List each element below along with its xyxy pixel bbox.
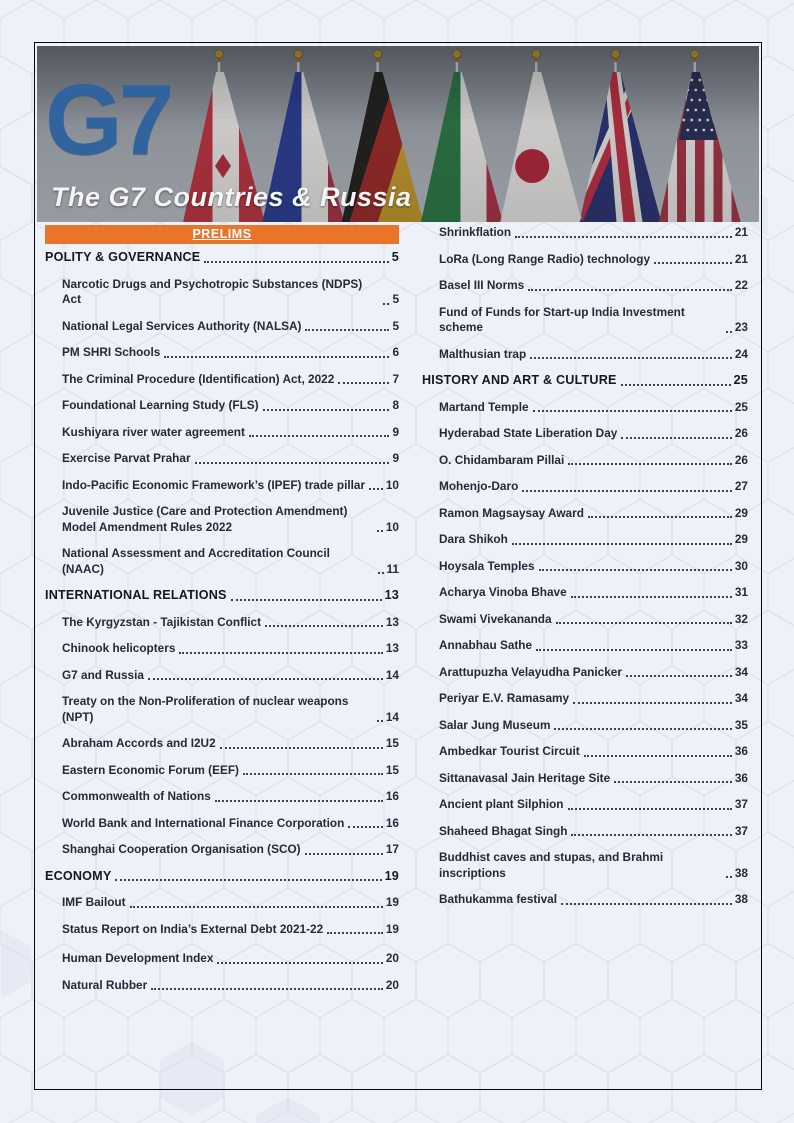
toc-entry-label: Treaty on the Non-Proliferation of nuclear weapons (NPT)	[62, 694, 349, 724]
toc-dot-leader	[243, 773, 383, 775]
toc-page-number: 31	[734, 585, 748, 599]
toc-dot-leader	[148, 678, 383, 680]
toc-page-number: 38	[734, 865, 748, 880]
toc-page-number: 36	[734, 770, 748, 785]
toc-dot-leader	[539, 569, 732, 571]
toc-entry-label: O. Chidambaram Pillai	[439, 452, 565, 467]
toc-page-number: 13	[384, 588, 399, 602]
toc-dot-leader	[571, 834, 731, 836]
toc-entry-label: Dara Shikoh	[439, 532, 508, 546]
toc-page-number: 33	[734, 638, 748, 652]
toc-page-number: 34	[734, 664, 748, 679]
toc-entry[interactable]	[422, 506, 748, 522]
toc-page-number: 22	[734, 278, 748, 292]
toc-dot-leader	[164, 356, 389, 358]
toc-dot-leader	[515, 236, 732, 238]
toc-entry-label: Swami Vivekananda	[439, 611, 552, 626]
toc-entry[interactable]	[45, 736, 399, 752]
toc-entry-label: Hoysala Temples	[439, 558, 535, 573]
toc-dot-leader	[530, 357, 732, 359]
toc-entry[interactable]	[422, 850, 748, 881]
toc-dot-leader	[263, 409, 390, 411]
toc-dot-leader	[195, 462, 390, 464]
toc-entry-label: Human Development Index	[62, 951, 214, 965]
toc-entry[interactable]	[45, 978, 399, 994]
toc-page-number: 24	[734, 346, 748, 361]
toc-entry-label: LoRa (Long Range Radio) technology	[439, 251, 651, 266]
toc-entry-label: Eastern Economic Forum (EEF)	[62, 762, 239, 777]
toc-entry-label: Indo-Pacific Economic Framework’s (IPEF) trade pillar	[62, 477, 366, 492]
toc-page-number: 16	[385, 815, 399, 830]
toc-entry[interactable]	[45, 451, 399, 467]
toc-dot-leader	[215, 800, 383, 802]
toc-page-number: 14	[385, 667, 399, 682]
toc-entry[interactable]	[45, 789, 399, 805]
toc-page-number: 34	[734, 691, 748, 705]
content-frame	[34, 42, 762, 1090]
toc-entry[interactable]	[422, 797, 748, 813]
toc-entry[interactable]	[422, 892, 748, 908]
toc-dot-leader	[377, 720, 383, 722]
toc-entry[interactable]	[422, 278, 748, 294]
toc-dot-leader	[621, 437, 732, 439]
toc-entry[interactable]	[45, 668, 399, 684]
toc-entry[interactable]	[45, 504, 399, 535]
toc-entry[interactable]	[45, 641, 399, 657]
toc-entry[interactable]	[45, 372, 399, 388]
toc-entry[interactable]	[422, 612, 748, 628]
toc-entry[interactable]	[422, 479, 748, 495]
toc-entry-label: Shaheed Bhagat Singh	[439, 823, 568, 838]
toc-dot-leader	[588, 516, 732, 518]
toc-entry[interactable]	[45, 398, 399, 414]
toc-page-number: 26	[734, 452, 748, 467]
toc-entry-label: The Criminal Procedure (Identification) Act, 2022	[62, 371, 335, 386]
header-banner-image	[37, 46, 759, 222]
toc-dot-leader	[377, 530, 383, 532]
toc-dot-leader	[204, 261, 388, 263]
toc-page-number: 17	[385, 842, 399, 856]
toc-entry-label: Fund of Funds for Start-up India Investment scheme	[439, 304, 685, 334]
toc-entry-label: National Legal Services Authority (NALSA)	[62, 318, 302, 333]
toc-dot-leader	[231, 599, 382, 601]
toc-page-number: 37	[734, 797, 748, 811]
toc-dot-leader	[568, 808, 732, 810]
toc-page-number: 23	[734, 320, 748, 334]
toc-page-number: 20	[385, 977, 399, 992]
toc-entry-label: Ambedkar Tourist Circuit	[439, 744, 580, 758]
toc-entry[interactable]	[45, 895, 399, 911]
toc-entry-label: Shrinkflation	[439, 225, 512, 239]
toc-page-number: 7	[392, 371, 399, 386]
toc-entry-label: Commonwealth of Nations	[62, 789, 211, 803]
toc-entry-label: Basel III Norms	[439, 278, 525, 292]
toc-page-number: 15	[385, 736, 399, 750]
toc-section-heading[interactable]	[45, 869, 399, 885]
toc-section-heading[interactable]	[45, 588, 399, 604]
toc-page-number: 25	[733, 373, 748, 387]
toc-entry[interactable]	[422, 824, 748, 840]
toc-page-number: 5	[392, 292, 399, 306]
toc-entry[interactable]	[422, 771, 748, 787]
toc-dot-leader	[584, 755, 732, 757]
toc-page-number: 37	[734, 823, 748, 838]
toc-entry[interactable]	[422, 453, 748, 469]
toc-entry[interactable]	[422, 691, 748, 707]
toc-dot-leader	[528, 289, 732, 291]
toc-entry[interactable]	[45, 478, 399, 494]
toc-entry-label: Hyderabad State Liberation Day	[439, 426, 618, 440]
toc-dot-leader	[338, 382, 389, 384]
toc-page-number: 11	[386, 561, 399, 576]
toc-dot-leader	[554, 728, 731, 730]
prelims-badge-label: PRELIMS	[192, 227, 252, 241]
toc-entries-left	[45, 250, 399, 993]
toc-page-number: 13	[385, 614, 399, 629]
toc-dot-leader	[726, 876, 732, 878]
toc-entry-label: Status Report on India’s External Debt 2021-22	[62, 921, 324, 936]
toc-page-number: 32	[734, 611, 748, 626]
toc-entry-label: Buddhist caves and stupas, and Brahmi inscriptions	[439, 850, 664, 880]
toc-page-number: 16	[385, 789, 399, 803]
toc-entry-label: National Assessment and Accreditation Council (NAAC)	[62, 546, 330, 576]
toc-dot-leader	[626, 675, 732, 677]
toc-entry[interactable]	[422, 718, 748, 734]
toc-page-number: 26	[734, 426, 748, 440]
toc-entry[interactable]	[45, 319, 399, 335]
toc-dot-leader	[571, 596, 732, 598]
toc-dot-leader	[151, 988, 383, 990]
toc-entry-label: Abraham Accords and I2U2	[62, 736, 216, 750]
toc-dot-leader	[383, 303, 389, 305]
toc-entry[interactable]	[45, 425, 399, 441]
toc-section-heading[interactable]	[422, 373, 748, 389]
toc-entry-label: IMF Bailout	[62, 895, 126, 909]
toc-dot-leader	[522, 490, 732, 492]
toc-entries-right	[422, 225, 748, 908]
toc-entry-label: Malthusian trap	[439, 346, 527, 361]
toc-entry-label: Exercise Parvat Prahar	[62, 451, 191, 465]
toc-entry-label: Bathukamma festival	[439, 892, 558, 906]
toc-page-number: 10	[385, 477, 399, 492]
toc-entry[interactable]	[422, 638, 748, 654]
toc-dot-leader	[512, 543, 732, 545]
toc-entry-label: PM SHRI Schools	[62, 345, 161, 359]
toc-page-number: 19	[385, 921, 399, 936]
toc-entry-label: G7 and Russia	[62, 667, 144, 682]
toc-entry[interactable]	[422, 559, 748, 575]
toc-entry-label: Periyar E.V. Ramasamy	[439, 691, 570, 705]
toc-dot-leader	[305, 853, 383, 855]
toc-dot-leader	[369, 488, 383, 490]
toc-dot-leader	[305, 329, 389, 331]
toc-page-number: 36	[734, 744, 748, 758]
toc-entry-label: Salar Jung Museum	[439, 717, 551, 732]
toc-page-number: 15	[385, 762, 399, 777]
toc-page-number: 30	[734, 558, 748, 573]
toc-page-number: 20	[385, 951, 399, 965]
toc-entry[interactable]	[422, 225, 748, 241]
toc-page-number: 35	[734, 717, 748, 732]
toc-entry-label: The Kyrgyzstan - Tajikistan Conflict	[62, 614, 262, 629]
toc-entry[interactable]	[45, 816, 399, 832]
toc-entry-label: HISTORY AND ART & CULTURE	[422, 373, 617, 387]
toc-entry-label: Annabhau Sathe	[439, 638, 533, 652]
toc-entry[interactable]	[422, 252, 748, 268]
toc-page-number: 19	[385, 895, 399, 909]
toc-page-number: 29	[734, 505, 748, 520]
toc-page-number: 38	[734, 892, 748, 906]
toc-entry-label: Kushiyara river water agreement	[62, 424, 245, 439]
toc-entry-label: Ramon Magsaysay Award	[439, 505, 584, 520]
toc-dot-leader	[130, 906, 383, 908]
toc-dot-leader	[614, 781, 732, 783]
toc-entry-label: Acharya Vinoba Bhave	[439, 585, 567, 599]
toc-entry[interactable]	[45, 922, 399, 938]
toc-entry-label: World Bank and International Finance Corporation	[62, 815, 345, 830]
toc-page-number: 27	[734, 479, 748, 493]
g7-logo: G7	[45, 64, 171, 176]
toc-entry-label: Foundational Learning Study (FLS)	[62, 398, 259, 412]
toc-page-number: 5	[391, 250, 399, 264]
toc-entry-label: ECONOMY	[45, 868, 112, 883]
toc-entry[interactable]	[45, 615, 399, 631]
toc-dot-leader	[115, 879, 381, 881]
toc-column-right	[422, 225, 748, 919]
toc-dot-leader	[573, 702, 732, 704]
toc-entry[interactable]	[45, 277, 399, 308]
toc-page-number: 21	[734, 225, 748, 239]
toc-page-number: 21	[734, 251, 748, 266]
toc-dot-leader	[348, 826, 383, 828]
toc-entry[interactable]	[45, 763, 399, 779]
toc-dot-leader	[327, 932, 383, 934]
toc-page-number: 8	[392, 398, 399, 412]
toc-page-number: 13	[385, 641, 399, 655]
toc-dot-leader	[179, 652, 382, 654]
banner-caption: The G7 Countries & Russia	[51, 182, 412, 212]
toc-entry-label: INTERNATIONAL RELATIONS	[45, 588, 227, 602]
toc-entry-label: Juvenile Justice (Care and Protection Amendment) Model Amendment Rules 2022	[62, 504, 348, 534]
toc-entry[interactable]	[422, 532, 748, 548]
toc-dot-leader	[536, 649, 732, 651]
toc-entry[interactable]	[422, 347, 748, 363]
toc-page-number: 5	[392, 318, 399, 333]
toc-entry-label: Shanghai Cooperation Organisation (SCO)	[62, 842, 301, 856]
toc-entry[interactable]	[422, 665, 748, 681]
toc-dot-leader	[265, 625, 383, 627]
toc-dot-leader	[220, 747, 383, 749]
toc-entry[interactable]	[45, 842, 399, 858]
toc-entry[interactable]	[422, 400, 748, 416]
toc-dot-leader	[249, 435, 389, 437]
toc-dot-leader	[561, 903, 732, 905]
toc-entry[interactable]	[422, 585, 748, 601]
toc-entry[interactable]	[45, 694, 399, 725]
toc-section-heading[interactable]	[45, 250, 399, 266]
toc-page-number: 9	[392, 424, 399, 439]
toc-column-left	[45, 225, 399, 1004]
toc-entry-label: POLITY & GOVERNANCE	[45, 250, 201, 264]
toc-entry[interactable]	[422, 426, 748, 442]
toc-page-number: 19	[384, 868, 399, 883]
toc-dot-leader	[568, 463, 732, 465]
toc-entry-label: Martand Temple	[439, 399, 529, 414]
toc-entry-label: Natural Rubber	[62, 977, 148, 992]
toc-entry-label: Chinook helicopters	[62, 641, 176, 655]
toc-entry[interactable]	[45, 345, 399, 361]
toc-dot-leader	[726, 331, 732, 333]
toc-page-number: 25	[734, 399, 748, 414]
toc-dot-leader	[654, 262, 732, 264]
toc-dot-leader	[533, 410, 732, 412]
toc-dot-leader	[621, 384, 731, 386]
toc-entry-label: Mohenjo-Daro	[439, 479, 519, 493]
toc-entry-label: Sittanavasal Jain Heritage Site	[439, 770, 611, 785]
toc-entry-label: Arattupuzha Velayudha Panicker	[439, 664, 622, 679]
toc-page-number: 14	[385, 709, 399, 724]
toc-dot-leader	[556, 622, 732, 624]
toc-page-number: 6	[392, 345, 399, 359]
toc-page-number: 10	[385, 519, 399, 534]
toc-entry[interactable]	[45, 546, 399, 577]
toc-entry[interactable]	[422, 744, 748, 760]
toc-entry[interactable]	[422, 305, 748, 336]
prelims-badge	[45, 225, 399, 244]
toc-entry-label: Ancient plant Silphion	[439, 797, 564, 811]
toc-entry[interactable]	[45, 951, 399, 967]
toc-entry-label: Narcotic Drugs and Psychotropic Substances (NDPS) Act	[62, 276, 363, 306]
toc-dot-leader	[378, 572, 384, 574]
toc-dot-leader	[217, 962, 382, 964]
toc-page-number: 9	[392, 451, 399, 465]
toc-page-number: 29	[734, 532, 748, 546]
